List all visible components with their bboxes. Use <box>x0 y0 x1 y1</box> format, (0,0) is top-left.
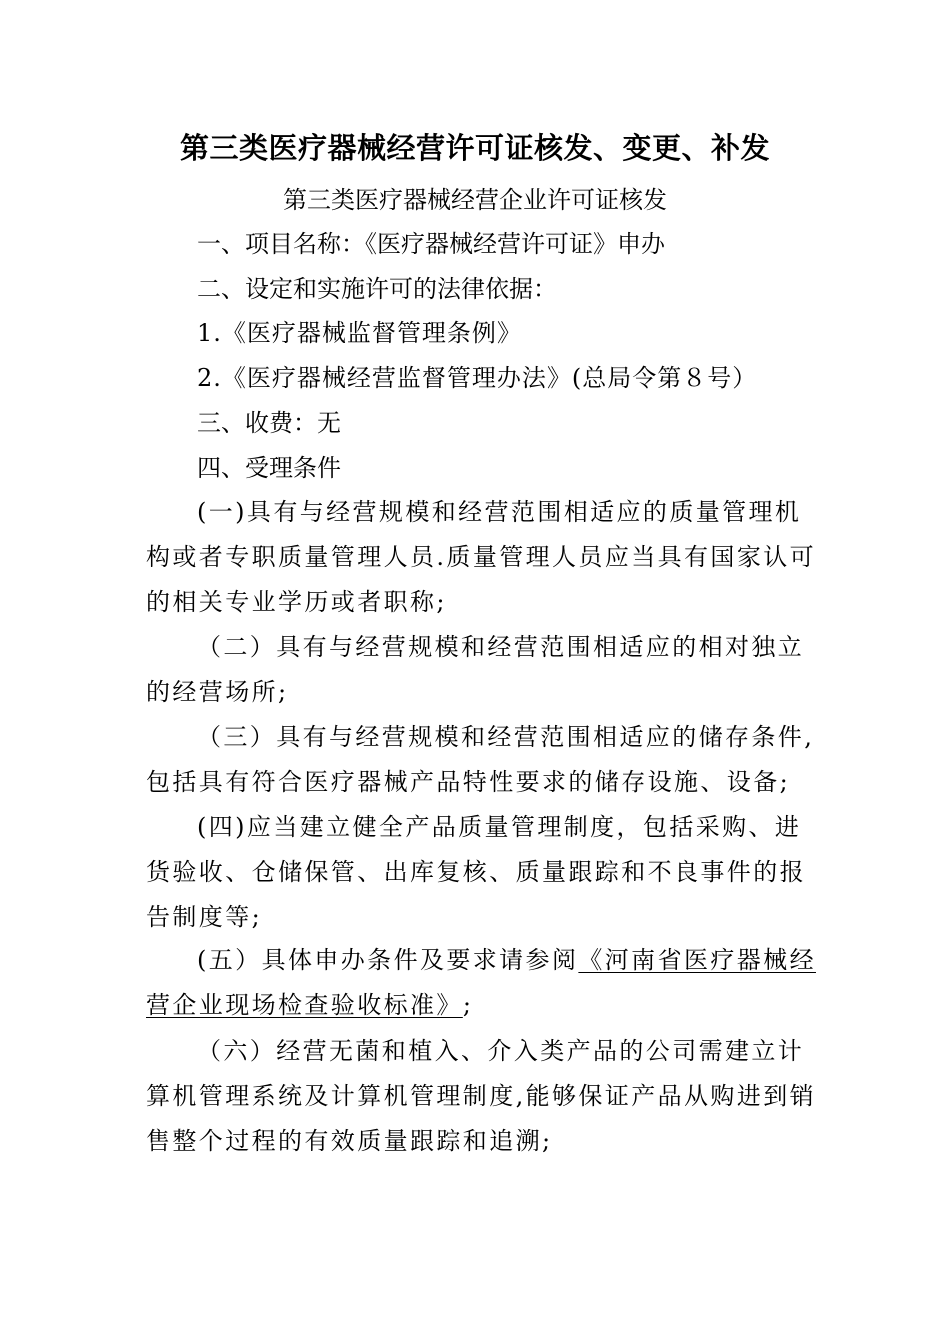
condition-6-line-3: 售整个过程的有效质量跟踪和追溯; <box>146 1127 553 1155</box>
condition-6-line-2: 算机管理系统及计算机管理制度,能够保证产品从购进到销 <box>146 1082 817 1110</box>
section-heading-conditions: 四、受理条件 <box>197 454 341 482</box>
law-item-2: 2.《医疗器械经营监督管理办法》(总局令第８号） <box>197 364 758 392</box>
condition-4-line-2: 货验收、仓储保管、出库复核、质量跟踪和不良事件的报 <box>146 858 806 886</box>
condition-4-line-1: (四)应当建立健全产品质量管理制度，包括采购、进 <box>197 813 802 841</box>
condition-1-line-1: (一)具有与经营规模和经营范围相适应的质量管理机 <box>197 498 802 526</box>
condition-3-line-1: （三）具有与经营规模和经营范围相适应的储存条件, <box>197 723 815 751</box>
condition-6-line-1: （六）经营无菌和植入、介入类产品的公司需建立计 <box>197 1037 805 1065</box>
document-title: 第三类医疗器械经营许可证核发、变更、补发 <box>179 131 770 165</box>
section-heading-fee: 三、收费：无 <box>197 409 341 437</box>
condition-5-line-2 <box>146 990 473 1020</box>
section-heading-legal-basis: 二、设定和实施许可的法律依据： <box>197 275 557 303</box>
condition-3-line-2: 包括具有符合医疗器械产品特性要求的储存设施、设备; <box>146 768 791 796</box>
condition-1-line-3: 的相关专业学历或者职称; <box>146 588 447 616</box>
law-item-1: 1.《医疗器械监督管理条例》 <box>197 319 522 347</box>
section-heading-item-name: 一、项目名称：《医疗器械经营许可证》申办 <box>197 230 665 258</box>
condition-4-line-3: 告制度等; <box>146 903 263 931</box>
document-subtitle: 第三类医疗器械经营企业许可证核发 <box>283 186 667 214</box>
condition-2-line-2: 的经营场所; <box>146 678 289 706</box>
condition-5-prefix: (五）具体申办条件及要求请参阅 <box>197 946 579 974</box>
inspection-standard-link-continued[interactable]: 营企业现场检查验收标准》 <box>146 991 463 1019</box>
condition-5-line-1 <box>197 945 816 975</box>
condition-1-line-2: 构或者专职质量管理人员.质量管理人员应当具有国家认可 <box>146 543 817 571</box>
condition-5-suffix: ; <box>462 991 474 1019</box>
condition-2-line-1: （二）具有与经营规模和经营范围相适应的相对独立 <box>197 633 805 661</box>
inspection-standard-link[interactable]: 《河南省医疗器械经 <box>578 946 816 974</box>
